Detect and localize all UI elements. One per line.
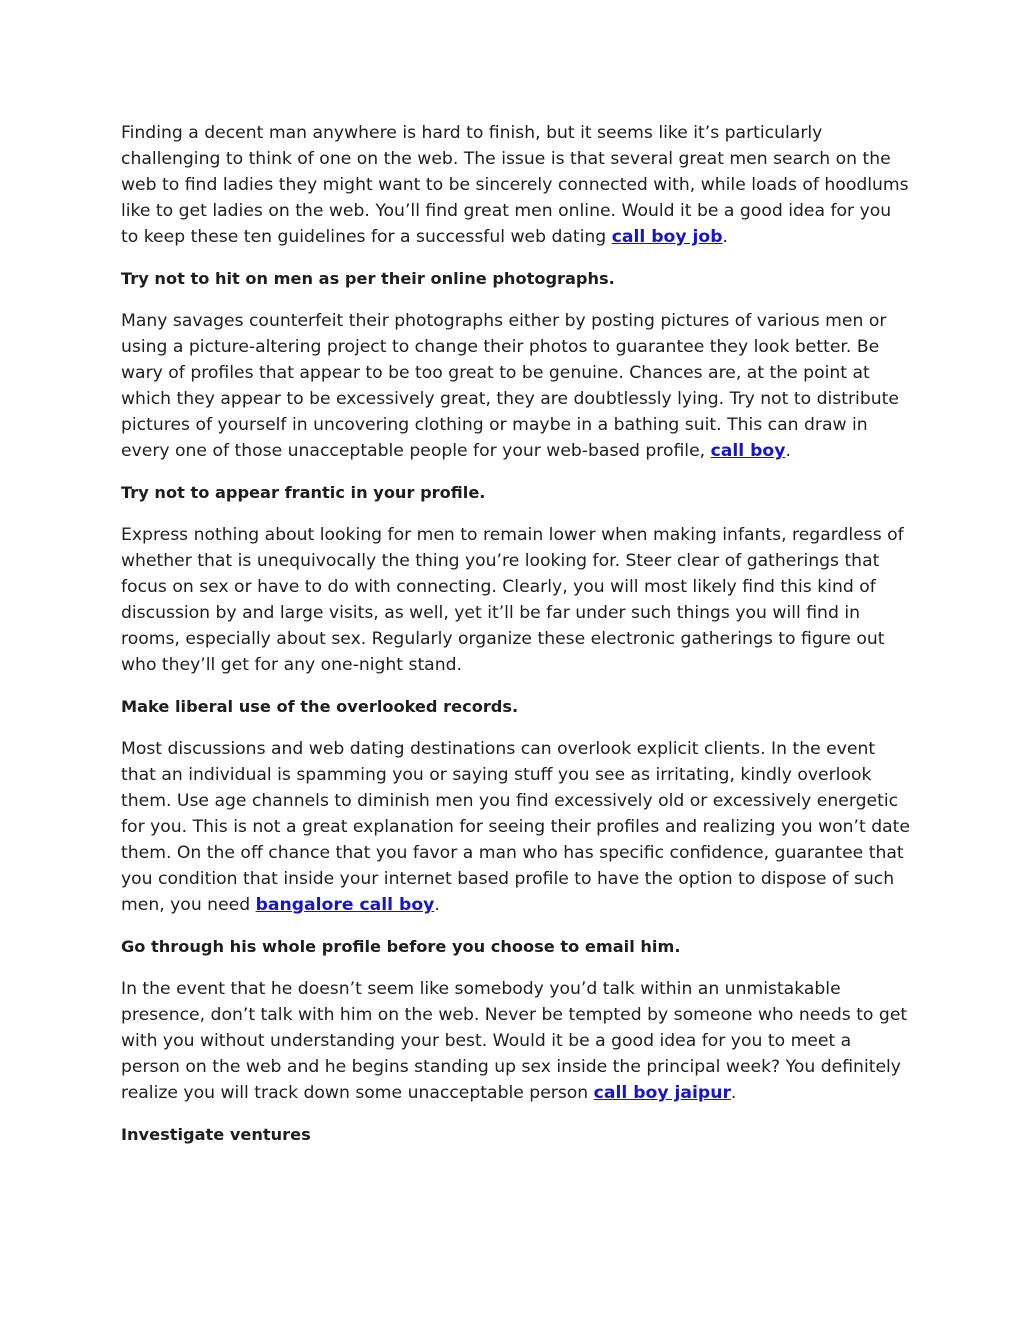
paragraph-overlooked-records [121,736,911,918]
bangalore-call-boy-link[interactable]: bangalore call boy [255,895,435,915]
paragraph-end: . [730,1083,737,1103]
heading-frantic: Try not to appear frantic in your profile. [121,483,486,502]
document-page [121,120,911,1164]
heading-overlooked-records: Make liberal use of the overlooked records. [121,697,519,716]
call-boy-jaipur-link[interactable]: call boy jaipur [593,1083,731,1103]
paragraph-end: . [434,895,440,915]
heading-photographs: Try not to hit on men as per their online photographs. [121,269,615,288]
call-boy-job-link[interactable]: call boy job [611,227,723,247]
paragraph-end: . [785,441,791,461]
heading-investigate-ventures: Investigate ventures [121,1125,311,1144]
paragraph-end: . [722,227,729,247]
paragraph-text: Many savages counterfeit their photographs either by posting pictures of various men or using a picture-altering project to change their photos to guarantee they look better. Be wary of profiles that appear to be too great to be genuine. Chances are, at the point at which they appear to be excessively great, they are doubtlessly lying. Try not to distribute pictures of yourself in uncovering clothing or maybe in a bathing suit. This can draw in every one of those unacceptable people for your web-based profile, [121,311,899,461]
paragraph-photographs [121,308,911,464]
paragraph-text: In the event that he doesn’t seem like somebody you’d talk within an unmistakable presence, don’t talk with him on the web. Never be tempted by someone who needs to get with you without understanding your best. Would it be a good idea for you to meet a person on the web and he begins standing up sex inside the principal week? You definitely realize you will track down some unacceptable person [121,979,908,1103]
heading-whole-profile: Go through his whole profile before you choose to email him. [121,937,681,956]
call-boy-link[interactable]: call boy [710,441,786,461]
paragraph-text: Express nothing about looking for men to remain lower when making infants, regardless of whether that is unequivocally the thing you’re looking for. Steer clear of gatherings that focus on sex or have to do with connecting. Clearly, you will most likely find this kind of discussion by and large visits, as well, yet it’ll be far under such things you will find in rooms, especially about sex. Regularly organize these electronic gatherings to figure out who they’ll get for any one-night stand. [121,525,904,675]
paragraph-frantic [121,522,911,678]
paragraph-text: Finding a decent man anywhere is hard to finish, but it seems like it’s particularly challenging to think of one on the web. The issue is that several great men search on the web to find ladies they might want to be sincerely connected with, while loads of hoodlums like to get ladies on the web. You’ll find great men online. Would it be a good idea for you to keep these ten guidelines for a successful web dating [121,123,909,247]
paragraph-intro [121,120,911,250]
paragraph-text: Most discussions and web dating destinations can overlook explicit clients. In the event that an individual is spamming you or saying stuff you see as irritating, kindly overlook them. Use age channels to diminish men you find excessively old or excessively energetic for you. This is not a great explanation for seeing their profiles and realizing you won’t date them. On the off chance that you favor a man who has specific confidence, guarantee that you condition that inside your internet based profile to have the option to dispose of such men, you need [121,739,910,915]
paragraph-whole-profile [121,976,911,1106]
